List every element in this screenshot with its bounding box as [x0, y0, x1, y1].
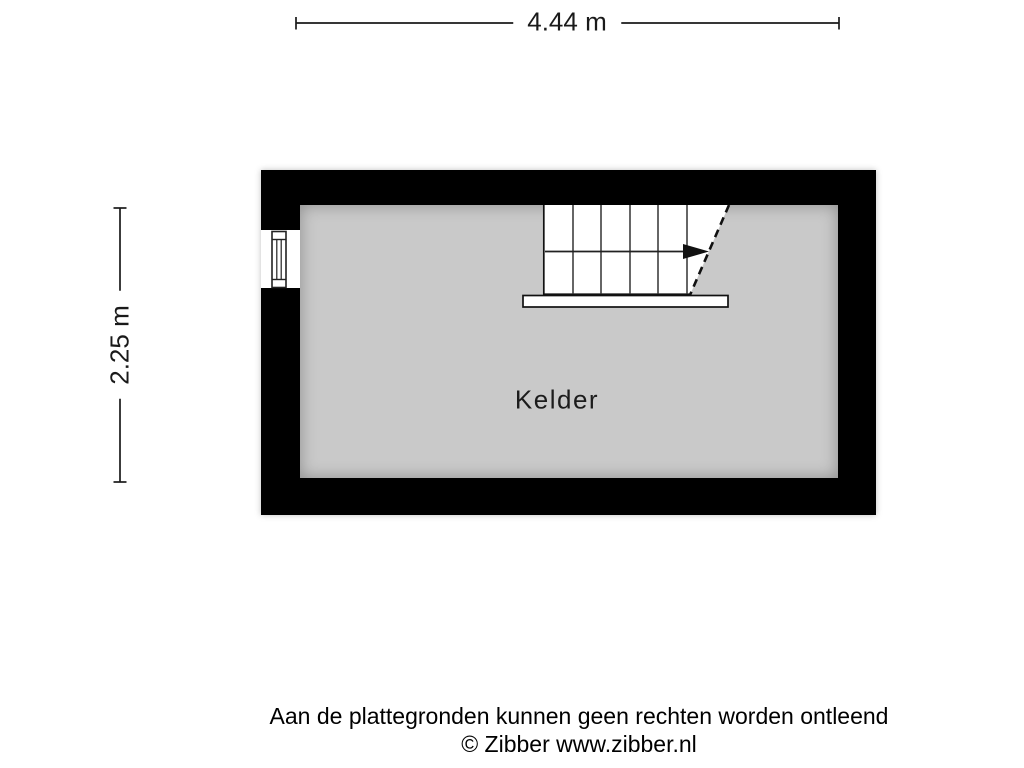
- copyright-text: © Zibber www.zibber.nl: [461, 731, 697, 757]
- stair-landing-bar: [523, 296, 728, 308]
- stairs-icon: [523, 205, 729, 307]
- height-dimension-label: 2.25 m: [105, 291, 136, 399]
- width-dimension-label: 4.44 m: [513, 7, 621, 38]
- room-label: Kelder: [514, 384, 600, 415]
- window-icon: [261, 230, 300, 288]
- disclaimer-text: Aan de plattegronden kunnen geen rechten worden ontleend: [269, 703, 889, 729]
- footer: [270, 702, 889, 758]
